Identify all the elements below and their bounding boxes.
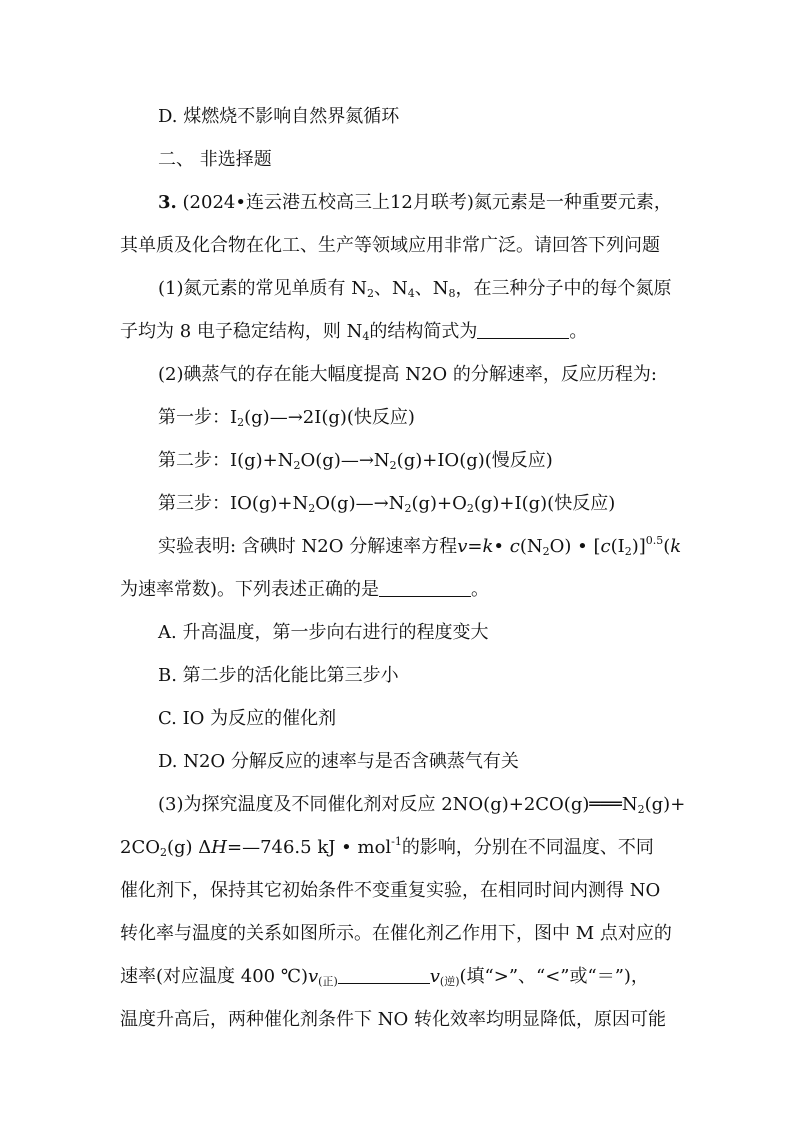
text: (: [663, 536, 671, 557]
text: 温度升高后，两种催化剂条件下 NO 转化效率均明显降低，原因可能: [120, 1009, 666, 1030]
question-number: 3.: [158, 192, 177, 213]
text: O(g)—→N: [315, 493, 405, 514]
intro-text: 其单质及化合物在化工、生产等领域应用非常广泛。请回答下列问题: [120, 235, 660, 256]
subscript: (逆): [439, 975, 460, 988]
text: (g)+I(g)(快反应): [473, 493, 616, 514]
subscript: 4: [407, 287, 415, 300]
text: 第一步：I: [158, 407, 238, 428]
text: k: [482, 536, 494, 557]
text: =—746.5 kJ • mol: [226, 837, 392, 858]
text: 速率(对应温度 400 ℃): [120, 966, 308, 987]
text: (g)+: [644, 794, 686, 815]
subscript: 4: [362, 330, 370, 343]
subscript: 2: [466, 502, 474, 515]
option-a: [0, 620, 794, 646]
option-d: [0, 749, 794, 775]
text: (2)碘蒸气的存在能大幅度提高 N2O 的分解速率，反应历程为:: [158, 364, 657, 385]
answer-blank-2[interactable]: [379, 578, 471, 597]
text: 2CO: [120, 837, 160, 858]
part-1-line-1: [0, 276, 794, 302]
text: k: [670, 536, 682, 557]
question-source: (2024•连云港五校高三上12月联考)氮元素是一种重要元素，: [182, 192, 672, 213]
part-3-line-5: [0, 964, 794, 990]
answer-blank-1[interactable]: [477, 320, 569, 339]
question-3-intro: [0, 233, 794, 259]
subscript: 2: [159, 846, 167, 859]
text: v: [429, 966, 440, 987]
text: 。: [569, 321, 588, 342]
text: 、N: [373, 278, 408, 299]
part-2-intro: [0, 362, 794, 388]
section-heading-text: 二、 非选择题: [158, 149, 272, 170]
step-2: [0, 448, 794, 474]
text: (g)—→2I(g)(快反应): [244, 407, 415, 428]
text: O(g)—→N: [300, 450, 390, 471]
option-b: [0, 663, 794, 689]
text: (g) Δ: [166, 837, 212, 858]
step-3: [0, 491, 794, 517]
text: A. 升高温度，第一步向右进行的程度变大: [158, 622, 489, 643]
text: C. IO 为反应的催化剂: [158, 708, 337, 729]
subscript: 2: [404, 502, 412, 515]
text: O) • [: [549, 536, 601, 557]
part-3-line-3: [0, 878, 794, 904]
text: (N: [519, 536, 543, 557]
text: 子均为 8 电子稳定结构，则 N: [120, 321, 363, 342]
subscript: 2: [542, 545, 550, 558]
text: c: [600, 536, 611, 557]
subscript: 2: [366, 287, 374, 300]
text: 第三步：IO(g)+N: [158, 493, 309, 514]
text: 催化剂下，保持其它初始条件不变重复实验，在相同时间内测得 NO: [120, 880, 661, 901]
text: )]: [631, 536, 646, 557]
subscript: 2: [308, 502, 316, 515]
part-1-line-2: [0, 319, 794, 345]
subscript: 2: [389, 459, 397, 472]
text: (1)氮元素的常见单质有 N: [158, 278, 367, 299]
text: 实验表明: 含碘时 N2O 分解速率方程: [158, 536, 458, 557]
subscript: 2: [293, 459, 301, 472]
text: (g)+IO(g)(慢反应): [396, 450, 553, 471]
option-d-prev-text: D. 煤燃烧不影响自然界氮循环: [158, 106, 400, 127]
text: B. 第二步的活化能比第三步小: [158, 665, 399, 686]
answer-blank-3[interactable]: [338, 965, 430, 984]
text: H: [211, 837, 227, 858]
text: D. N2O 分解反应的速率与是否含碘蒸气有关: [158, 751, 519, 772]
superscript: -1: [391, 835, 402, 848]
subscript: (正): [318, 975, 338, 988]
text: v: [307, 966, 319, 987]
subscript: 8: [448, 287, 456, 300]
text: 第二步：I(g)+N: [158, 450, 294, 471]
rate-note: [0, 577, 794, 603]
option-d-prev: [0, 104, 794, 130]
section-heading: [0, 147, 794, 173]
part-3-line-4: [0, 921, 794, 947]
text: 、N: [414, 278, 449, 299]
text: 转化率与温度的关系如图所示。在催化剂乙作用下，图中 M 点对应的: [120, 923, 672, 944]
part-3-line-1: [0, 792, 794, 818]
part-3-line-6: [0, 1007, 794, 1033]
text: ，在三种分子中的每个氮原: [455, 278, 672, 299]
option-c: [0, 706, 794, 732]
text: 的影响，分别在不同温度、不同: [401, 837, 654, 858]
text: =: [467, 536, 483, 557]
text: (g)+O: [411, 493, 467, 514]
text: 。: [471, 579, 490, 600]
subscript: 2: [637, 803, 645, 816]
rate-equation: [0, 534, 794, 560]
text: c: [509, 536, 520, 557]
superscript: 0.5: [645, 534, 664, 547]
question-3-header: [0, 190, 794, 216]
text: 为速率常数)。下列表述正确的是: [120, 579, 380, 600]
subscript: 2: [237, 416, 245, 429]
subscript: 2: [624, 545, 632, 558]
step-1: [0, 405, 794, 431]
text: (填“>”、“<”或“＝”)，: [459, 966, 649, 987]
text: 的结构简式为: [369, 321, 478, 342]
text: (I: [610, 536, 625, 557]
text: v: [457, 536, 468, 557]
text: •: [493, 536, 504, 557]
part-3-line-2: [0, 835, 794, 861]
text: (3)为探究温度及不同催化剂对反应 2NO(g)+2CO(g)═══N: [158, 794, 638, 815]
